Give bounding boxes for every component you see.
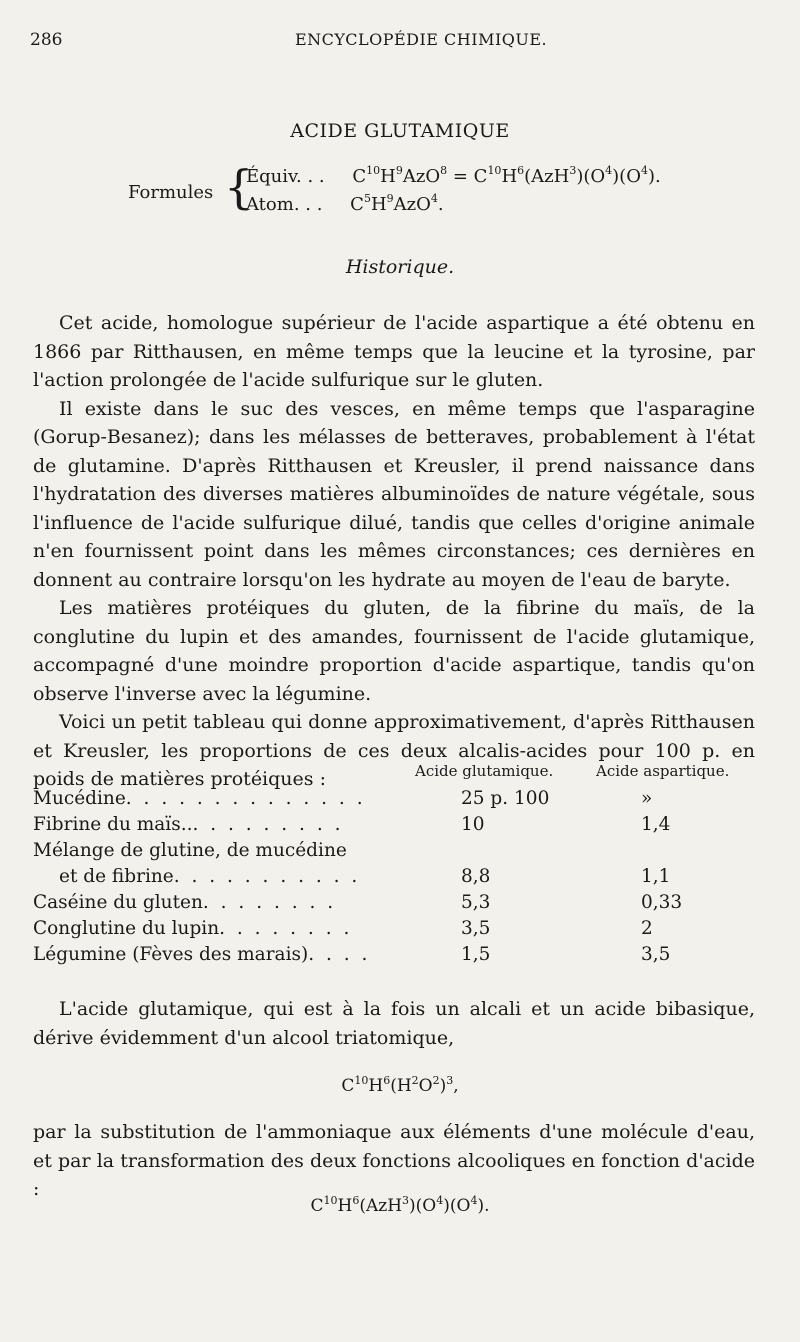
table-row: Légumine (Fèves des marais). . . . 1,5 3,5 bbox=[33, 944, 671, 965]
cell-glutamic: 1,5 bbox=[461, 944, 491, 965]
formula-atom-row bbox=[246, 194, 444, 215]
history-text bbox=[33, 309, 755, 794]
derivation-text bbox=[33, 995, 755, 1052]
formula-equiv: $C^{10}H^9AzO^8 = C^{10}H^6(AzH^3)(O^4)(O^4)$. bbox=[352, 164, 661, 187]
brace-glyph: { bbox=[224, 160, 254, 214]
paragraph: Les matières protéiques du gluten, de la fibrine du maïs, de la conglutine du lupin et des amandes, fournissent de l'acide glutamique, accompagné d'une moindre proportion d'acide aspartique, tandis qu'on observe l'inverse avec la légumine. bbox=[33, 597, 755, 705]
table-row: Fibrine du maïs... . . . . . . . . 10 1,4 bbox=[33, 814, 671, 835]
cell-aspartic: 2 bbox=[641, 918, 653, 939]
substitution-text bbox=[33, 1118, 755, 1204]
cell-aspartic: 3,5 bbox=[641, 944, 671, 965]
cell-glutamic: 8,8 bbox=[461, 866, 491, 887]
alcohol-formula: $C^{10}H^6(H^2O^2)^3$, bbox=[341, 1074, 459, 1096]
row-label: Fibrine du maïs.. bbox=[33, 814, 193, 835]
final-formula: $C^{10}H^6(AzH^3)(O^4)(O^4)$. bbox=[310, 1194, 490, 1216]
section-title: Historique. bbox=[345, 256, 455, 278]
paragraph: Cet acide, homologue supérieur de l'acide aspartique a été obtenu en 1866 par Ritthausen, en même temps que la leucine et la tyrosine, par l'action prolongée de l'acide sulfurique sur le gluten. bbox=[33, 312, 755, 391]
table-row: Caséine du gluten. . . . . . . . 5,3 0,33 bbox=[33, 892, 683, 913]
paragraph: L'acide glutamique, qui est à la fois un alcali et un acide bibasique, dérive évidemment d'un alcool triatomique, bbox=[33, 998, 755, 1049]
running-title: ENCYCLOPÉDIE CHIMIQUE. bbox=[295, 30, 548, 49]
formula-kind-equiv: Équiv. . . bbox=[246, 166, 325, 187]
col-header-aspartic: Acide aspartique. bbox=[596, 762, 730, 780]
formula-kind-atom: Atom. . . bbox=[246, 194, 323, 215]
table-row: Mucédine. . . . . . . . . . . . . . 25 p. 100 » bbox=[33, 788, 755, 814]
paragraph: Il existe dans le suc des vesces, en même temps que l'asparagine (Gorup-Besanez); dans les mélasses de betteraves, probablement à l'état de glutamine. D'après Ritthausen et Kreusler, il prend naissance dans l'hydratation des diverses matières albuminoïdes de nature végétale, sous l'influence de l'acide sulfurique dilué, tandis que celles d'origine animale n'en fournissent point dans les mêmes circonstances; ces dernières en donnent au contraire lorsqu'on les hydrate au moyen de l'eau de baryte. bbox=[33, 397, 755, 591]
row-label: Caséine du gluten bbox=[33, 892, 203, 913]
page-number: 286 bbox=[30, 30, 63, 50]
formulas-block bbox=[128, 160, 748, 236]
cell-aspartic: 1,1 bbox=[641, 866, 671, 887]
col-header-glutamic: Acide glutamique. bbox=[415, 762, 554, 780]
cell-glutamic: 3,5 bbox=[461, 918, 491, 939]
table-row: et de fibrine. . . . . . . . . . . 8,8 1,1 bbox=[59, 866, 671, 887]
article-title: ACIDE GLUTAMIQUE bbox=[290, 120, 510, 142]
table-row: Conglutine du lupin. . . . . . . . 3,5 2 bbox=[33, 918, 755, 944]
paragraph: par la substitution de l'ammoniaque aux éléments d'une molécule d'eau, et par la transformation des deux fonctions alcooliques en fonction d'acide : bbox=[33, 1121, 755, 1200]
row-label: et de fibrine bbox=[59, 866, 174, 887]
cell-glutamic: 5,3 bbox=[461, 892, 491, 913]
row-label: Légumine (Fèves des marais) bbox=[33, 944, 309, 965]
formula-equiv-row bbox=[246, 166, 661, 187]
paragraph: Voici un petit tableau qui donne approximativement, d'après Ritthausen et Kreusler, les proportions de ces deux alcalis-acides pour 100 p. en poids de matières protéiques : bbox=[33, 711, 755, 790]
cell-aspartic: 0,33 bbox=[641, 892, 683, 913]
row-label: Mélange de glutine, de mucédine bbox=[33, 840, 347, 861]
cell-aspartic: » bbox=[641, 788, 653, 809]
formulas-label: Formules bbox=[128, 182, 214, 203]
formula-atom: $C^5H^9AzO^4$. bbox=[350, 192, 444, 215]
table-row bbox=[33, 840, 755, 866]
page-header bbox=[0, 30, 800, 56]
cell-glutamic: 25 p. 100 bbox=[461, 788, 550, 809]
row-label: Conglutine du lupin bbox=[33, 918, 220, 939]
cell-aspartic: 1,4 bbox=[641, 814, 671, 835]
row-label: Mucédine bbox=[33, 788, 126, 809]
cell-glutamic: 10 bbox=[461, 814, 485, 835]
